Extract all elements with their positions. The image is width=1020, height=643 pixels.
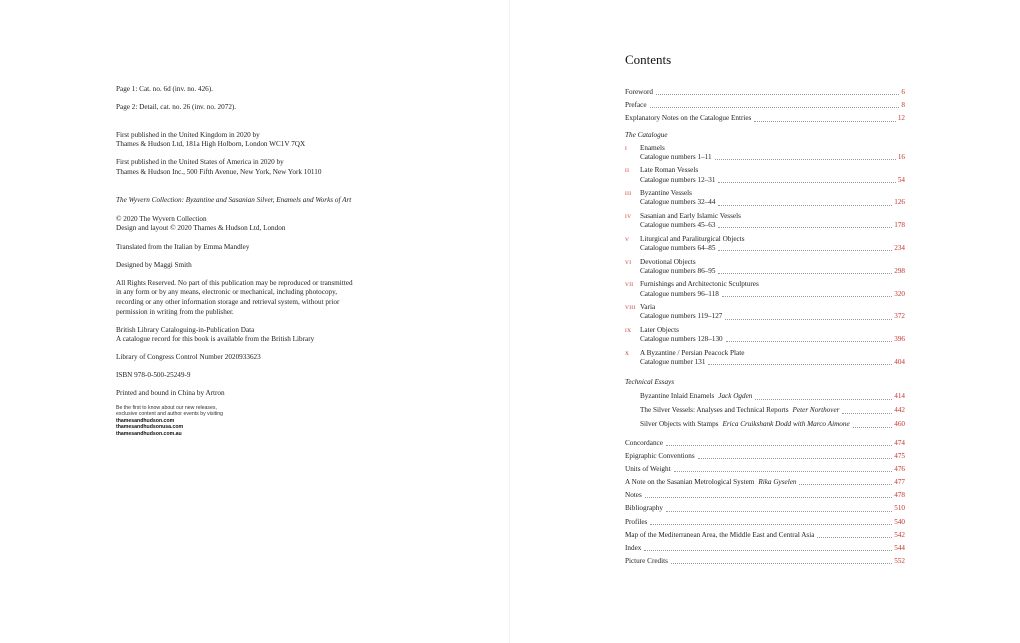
toc-page-number: 442 bbox=[894, 406, 905, 415]
chapter-title: Devotional Objects bbox=[640, 257, 696, 266]
essay-entry[interactable] bbox=[625, 402, 905, 416]
chapter-title: Late Roman Vessels bbox=[640, 166, 699, 175]
dot-leader bbox=[799, 484, 892, 485]
dot-leader bbox=[656, 94, 899, 95]
dot-leader bbox=[842, 413, 892, 414]
toc-entry-label: Map of the Mediterranean Area, the Middle East and Central Asia bbox=[625, 530, 815, 539]
toc-entry-label: Preface bbox=[625, 101, 647, 110]
toc-page-number: 372 bbox=[894, 312, 905, 321]
dot-leader bbox=[755, 399, 892, 400]
chapter-range: Catalogue numbers 128–130 bbox=[640, 335, 723, 344]
toc-page-number: 540 bbox=[894, 517, 905, 526]
dot-leader bbox=[650, 107, 900, 108]
dot-leader bbox=[708, 364, 892, 365]
dot-leader bbox=[674, 471, 893, 472]
essay-title: The Silver Vessels: Analyses and Technical Reports bbox=[640, 406, 789, 415]
dot-leader bbox=[718, 227, 892, 228]
catalogue-chapter[interactable] bbox=[625, 141, 905, 164]
book-title: The Wyvern Collection: Byzantine and Sasanian Silver, Enamels and Works of Art bbox=[116, 195, 352, 204]
chapter-title: Furnishings and Architectonic Sculptures bbox=[640, 280, 759, 289]
chapter-range: Catalogue numbers 1–11 bbox=[640, 152, 712, 161]
toc-page-number: 477 bbox=[894, 478, 905, 487]
chapter-title: Later Objects bbox=[640, 325, 679, 334]
website-link[interactable]: thamesandhudson.com.au bbox=[116, 430, 182, 437]
catalogue-heading: The Catalogue bbox=[625, 131, 668, 140]
chapter-title: Varia bbox=[640, 303, 656, 312]
rights-statement: All Rights Reserved. No part of this publication may be reproduced or transmitted in any form or by any means, electronic or mechanical, including photocopy, recording or any other information storage and retrieval system, without prior permission in writing from the publisher. bbox=[116, 278, 353, 316]
website-notice bbox=[116, 405, 223, 437]
chapter-title: Byzantine Vessels bbox=[640, 189, 692, 198]
toc-entry-label: Index bbox=[625, 544, 642, 553]
chapter-numeral: I bbox=[625, 145, 628, 152]
toc-page-number: 478 bbox=[894, 491, 905, 500]
dot-leader bbox=[718, 182, 895, 183]
dot-leader bbox=[817, 537, 892, 538]
dot-leader bbox=[666, 511, 892, 512]
toc-entry[interactable] bbox=[625, 514, 905, 527]
essay-title: Silver Objects with Stamps bbox=[640, 420, 719, 429]
dot-leader bbox=[725, 319, 892, 320]
toc-page-number: 178 bbox=[894, 221, 905, 230]
toc-entry-label: Notes bbox=[625, 491, 642, 500]
toc-page-number: 298 bbox=[894, 266, 905, 275]
toc-entry-label: A Note on the Sasanian Metrological System bbox=[625, 478, 755, 487]
catalogue-chapter[interactable] bbox=[625, 277, 905, 300]
dot-leader bbox=[754, 121, 895, 122]
chapter-title: Enamels bbox=[640, 143, 665, 152]
chapter-title: Sasanian and Early Islamic Vessels bbox=[640, 211, 741, 220]
catalogue-chapter[interactable] bbox=[625, 255, 905, 278]
chapter-range-line bbox=[640, 244, 905, 253]
toc-page-number: 6 bbox=[901, 87, 905, 96]
chapter-range-line bbox=[640, 312, 905, 321]
dot-leader bbox=[645, 497, 892, 498]
dot-leader bbox=[718, 250, 892, 251]
copyright-lines: © 2020 The Wyvern Collection Design and layout © 2020 Thames & Hudson Ltd, London bbox=[116, 214, 286, 233]
dot-leader bbox=[853, 427, 893, 428]
toc-page-number: 404 bbox=[894, 357, 905, 366]
chapter-numeral: VI bbox=[625, 259, 632, 266]
toc-entry[interactable] bbox=[625, 435, 905, 448]
dot-leader bbox=[726, 341, 893, 342]
chapter-body bbox=[640, 280, 905, 298]
chapter-body bbox=[640, 326, 905, 344]
catalogue-chapter[interactable] bbox=[625, 209, 905, 232]
catalogue-chapter[interactable] bbox=[625, 300, 905, 323]
dot-leader bbox=[722, 296, 892, 297]
website-intro: Be the first to know about our new releases, exclusive content and author events by visiting bbox=[116, 405, 223, 418]
toc-entry[interactable] bbox=[625, 540, 905, 553]
chapter-range-line bbox=[640, 290, 905, 299]
toc-entry[interactable] bbox=[625, 84, 905, 97]
chapter-range: Catalogue numbers 45–63 bbox=[640, 221, 716, 230]
chapter-range: Catalogue numbers 86–95 bbox=[640, 266, 716, 275]
chapter-range-line bbox=[640, 267, 905, 276]
toc-entry[interactable] bbox=[625, 97, 905, 110]
catalogue-chapter[interactable] bbox=[625, 346, 905, 369]
toc-page-number: 16 bbox=[897, 152, 905, 161]
us-publication: First published in the United States of America in 2020 by Thames & Hudson Inc., 500 Fifth Avenue, New York, New York 10110 bbox=[116, 158, 322, 176]
toc-entry[interactable] bbox=[625, 500, 905, 513]
frontispiece-caption: Page 1: Cat. no. 6d (inv. no. 426). bbox=[116, 85, 213, 93]
toc-entry-author: Rika Gyselen bbox=[758, 478, 797, 487]
toc-page-number: 54 bbox=[897, 175, 905, 184]
designer-credit: Designed by Maggi Smith bbox=[116, 260, 192, 269]
chapter-range: Catalogue numbers 64–85 bbox=[640, 243, 716, 252]
chapter-range-line bbox=[640, 153, 905, 162]
essays-heading: Technical Essays bbox=[625, 378, 675, 387]
chapter-numeral: II bbox=[625, 168, 630, 175]
toc-page-number: 414 bbox=[894, 392, 905, 401]
uk-publication: First published in the United Kingdom in 2020 by Thames & Hudson Ltd, 181a High Holborn, London WC1V 7QX bbox=[116, 130, 306, 149]
chapter-body bbox=[640, 166, 905, 184]
toc-entry[interactable] bbox=[625, 553, 905, 566]
chapter-numeral: V bbox=[625, 236, 630, 243]
toc-entry-label: Foreword bbox=[625, 87, 653, 96]
toc-entry[interactable] bbox=[625, 110, 905, 123]
catalogue-chapter[interactable] bbox=[625, 323, 905, 346]
toc-entry[interactable] bbox=[625, 527, 905, 540]
toc-page-number: 126 bbox=[894, 198, 905, 207]
toc-entry-label: Profiles bbox=[625, 517, 648, 526]
chapter-numeral: III bbox=[625, 191, 632, 198]
essay-author: Jack Ogden bbox=[718, 392, 753, 401]
toc-page-number: 320 bbox=[894, 289, 905, 298]
cip-data: British Library Cataloguing-in-Publication Data A catalogue record for this book is available from the British Library bbox=[116, 325, 315, 344]
toc-entry[interactable] bbox=[625, 448, 905, 461]
chapter-body bbox=[640, 303, 905, 321]
loc-number: Library of Congress Control Number 2020933623 bbox=[116, 353, 261, 362]
website-link[interactable]: thamesandhudson.com bbox=[116, 417, 175, 424]
chapter-numeral: VII bbox=[625, 282, 634, 289]
toc-entry-label: Units of Weight bbox=[625, 464, 671, 473]
chapter-body bbox=[640, 349, 905, 367]
toc-page-number: 544 bbox=[894, 544, 905, 553]
toc-entry-label: Picture Credits bbox=[625, 557, 668, 566]
essay-title: Byzantine Inlaid Enamels bbox=[640, 392, 715, 401]
isbn: ISBN 978-0-500-25249-9 bbox=[116, 371, 191, 380]
catalogue-chapter[interactable] bbox=[625, 163, 905, 186]
chapter-range: Catalogue numbers 32–44 bbox=[640, 198, 716, 207]
chapter-range-line bbox=[640, 221, 905, 230]
chapter-range-line bbox=[640, 198, 905, 207]
toc-page-number: 396 bbox=[894, 335, 905, 344]
dot-leader bbox=[718, 273, 892, 274]
chapter-numeral: VIII bbox=[625, 305, 636, 312]
chapter-range-line bbox=[640, 335, 905, 344]
contents-title: Contents bbox=[625, 52, 672, 67]
toc-page-number: 12 bbox=[897, 114, 905, 123]
chapter-body bbox=[640, 212, 905, 230]
printer: Printed and bound in China by Artron bbox=[116, 389, 225, 398]
detail-caption: Page 2: Detail, cat. no. 26 (inv. no. 2072). bbox=[116, 103, 237, 112]
toc-entry[interactable] bbox=[625, 487, 905, 500]
copyright-block bbox=[116, 186, 416, 234]
toc-page-number: 542 bbox=[894, 530, 905, 539]
chapter-range: Catalogue numbers 12–31 bbox=[640, 175, 716, 184]
dot-leader bbox=[666, 445, 892, 446]
chapter-range: Catalogue numbers 96–118 bbox=[640, 289, 719, 298]
chapter-body bbox=[640, 144, 905, 162]
toc-entry-label: Concordance bbox=[625, 438, 663, 447]
toc-page-number: 476 bbox=[894, 464, 905, 473]
dot-leader bbox=[715, 159, 896, 160]
toc-entry-label: Epigraphic Conventions bbox=[625, 451, 695, 460]
catalogue-chapter[interactable] bbox=[625, 186, 905, 209]
essay-author: Peter Northover bbox=[792, 406, 840, 415]
chapter-body bbox=[640, 258, 905, 276]
table-of-contents bbox=[625, 84, 905, 566]
chapter-title: A Byzantine / Persian Peacock Plate bbox=[640, 348, 745, 357]
dot-leader bbox=[718, 205, 892, 206]
imprint-block bbox=[116, 85, 416, 408]
toc-page-number: 460 bbox=[894, 420, 905, 429]
toc-entry[interactable] bbox=[625, 461, 905, 474]
toc-page-number: 552 bbox=[894, 557, 905, 566]
toc-entry-label: Explanatory Notes on the Catalogue Entries bbox=[625, 114, 752, 123]
chapter-body bbox=[640, 235, 905, 253]
chapter-range: Catalogue number 131 bbox=[640, 357, 706, 366]
dot-leader bbox=[698, 458, 893, 459]
chapter-title: Liturgical and Paraliturgical Objects bbox=[640, 234, 745, 243]
chapter-numeral: IX bbox=[625, 327, 632, 334]
dot-leader bbox=[650, 524, 892, 525]
toc-entry[interactable] bbox=[625, 474, 905, 487]
chapter-numeral: IV bbox=[625, 213, 632, 220]
toc-page-number: 234 bbox=[894, 243, 905, 252]
dot-leader bbox=[644, 550, 892, 551]
website-link[interactable]: thamesandhudsonusa.com bbox=[116, 424, 184, 431]
essay-entry[interactable] bbox=[625, 416, 905, 430]
chapter-range: Catalogue numbers 119–127 bbox=[640, 312, 723, 321]
toc-page-number: 475 bbox=[894, 451, 905, 460]
toc-page-number: 8 bbox=[901, 101, 905, 110]
chapter-range-line bbox=[640, 176, 905, 185]
chapter-range-line bbox=[640, 358, 905, 367]
essay-entry[interactable] bbox=[625, 388, 905, 402]
toc-page-number: 474 bbox=[894, 438, 905, 447]
dot-leader bbox=[671, 563, 892, 564]
chapter-body bbox=[640, 189, 905, 207]
toc-page-number: 510 bbox=[894, 504, 905, 513]
translator-credit: Translated from the Italian by Emma Mandley bbox=[116, 242, 250, 251]
catalogue-chapter[interactable] bbox=[625, 232, 905, 255]
toc-entry-label: Bibliography bbox=[625, 504, 663, 513]
chapter-numeral: X bbox=[625, 350, 630, 357]
essay-author: Erica Cruikshank Dodd with Marco Aimone bbox=[722, 420, 850, 429]
